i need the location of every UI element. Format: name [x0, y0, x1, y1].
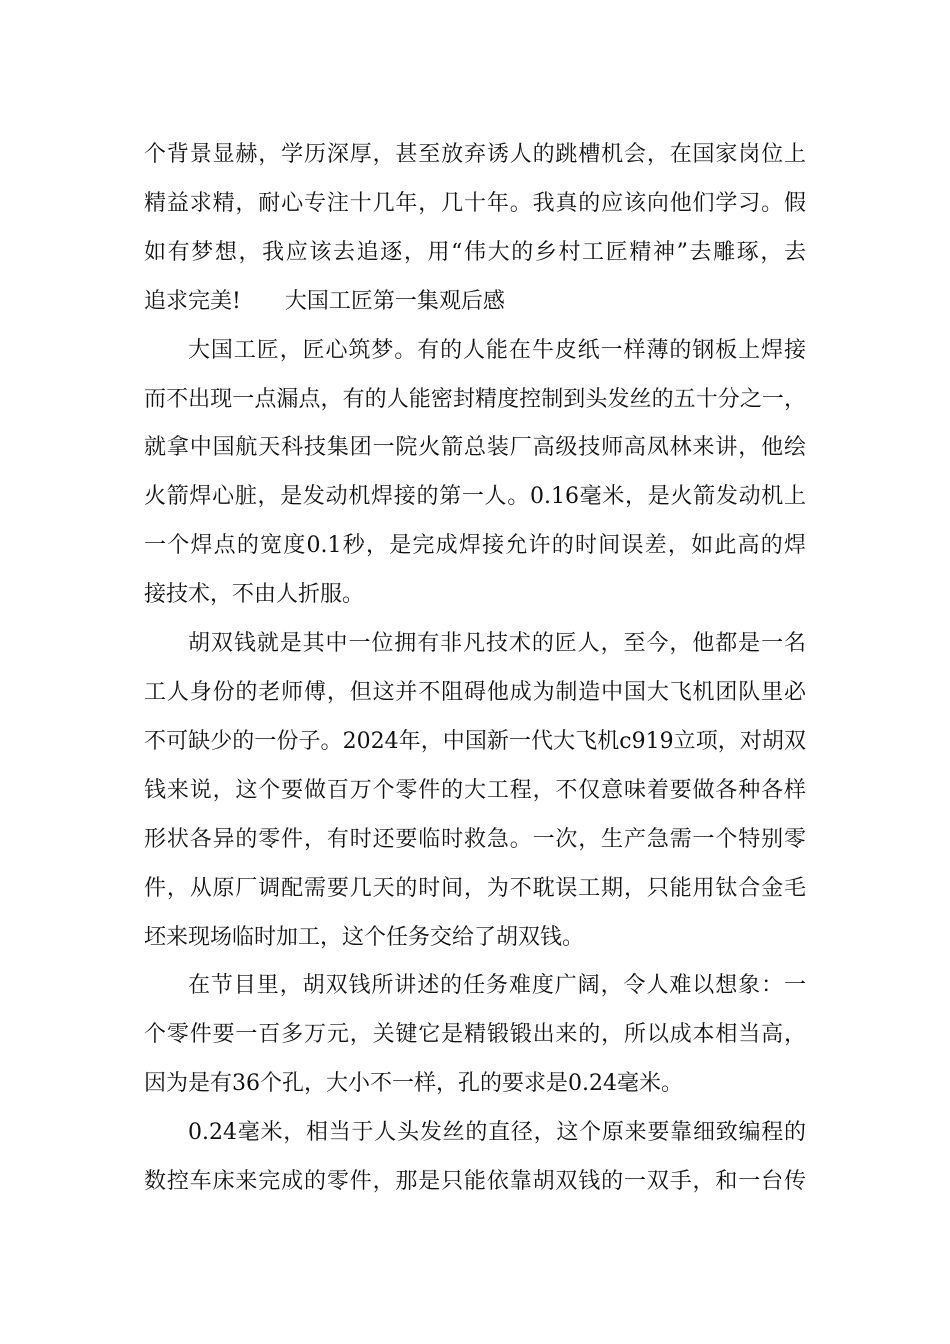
text-line-last: 接技术，不由人折服。	[144, 582, 365, 608]
text-line: 0.24毫米，相当于人头发丝的直径，这个原来要靠细致编程的	[188, 1120, 806, 1146]
closing-text: 追求完美!	[144, 288, 241, 314]
text-line: 在节目里，胡双钱所讲述的任务难度广阔，令人难以想象：一	[188, 973, 806, 999]
text-line: 个零件要一百多万元，关键它是精锻锻出来的，所以成本相当高，	[144, 1022, 806, 1048]
text-line: 如有梦想，我应该去追逐，用“伟大的乡村工匠精神”去雕琢，去	[144, 239, 806, 265]
text-line: 钱来说，这个要做百万个零件的大工程，不仅意味着要做各种各样	[144, 777, 806, 803]
body-text	[144, 131, 806, 1207]
text-line-last: 坯来现场临时加工，这个任务交给了胡双钱。	[144, 924, 585, 950]
text-line: 件，从原厂调配需要几天的时间，为不耽误工期，只能用钛合金毛	[144, 875, 806, 901]
text-line-last: 因为是有36个孔，大小不一样，孔的要求是0.24毫米。	[144, 1071, 683, 1097]
text-line: 而不出现一点漏点，有的人能密封精度控制到头发丝的五十分之一，	[144, 386, 806, 412]
text-line: 一个焊点的宽度0.1秒，是完成焊接允许的时间误差，如此高的焊	[144, 533, 806, 559]
text-line: 数控车床来完成的零件，那是只能依靠胡双钱的一双手，和一台传	[144, 1169, 806, 1195]
text-line: 不可缺少的一份子。2024年，中国新一代大飞机c919立项，对胡双	[144, 728, 806, 754]
text-line: 火箭焊心脏，是发动机焊接的第一人。0.16毫米，是火箭发动机上	[144, 484, 806, 510]
text-line-last	[144, 278, 806, 327]
text-line: 精益求精，耐心专注十几年，几十年。我真的应该向他们学习。假	[144, 190, 806, 216]
paragraph-1	[144, 131, 806, 327]
paragraph-2	[144, 327, 806, 620]
text-line: 工人身份的老师傅，但这并不阻碍他成为制造中国大飞机团队里必	[144, 679, 806, 705]
text-line: 大国工匠，匠心筑梦。有的人能在牛皮纸一样薄的钢板上焊接	[188, 337, 806, 363]
text-line: 胡双钱就是其中一位拥有非凡技术的匠人，至今，他都是一名	[188, 631, 806, 657]
text-line: 个背景显赫，学历深厚，甚至放弃诱人的跳槽机会，在国家岗位上	[144, 142, 806, 167]
paragraph-5	[144, 1109, 806, 1207]
text-line: 形状各异的零件，有时还要临时救急。一次，生产急需一个特别零	[144, 826, 806, 852]
paragraph-3	[144, 620, 806, 962]
article-title: 大国工匠第一集观后感	[284, 288, 505, 314]
paragraph-4	[144, 962, 806, 1109]
text-line: 就拿中国航天科技集团一院火箭总装厂高级技师高凤林来讲，他绘	[144, 435, 806, 461]
